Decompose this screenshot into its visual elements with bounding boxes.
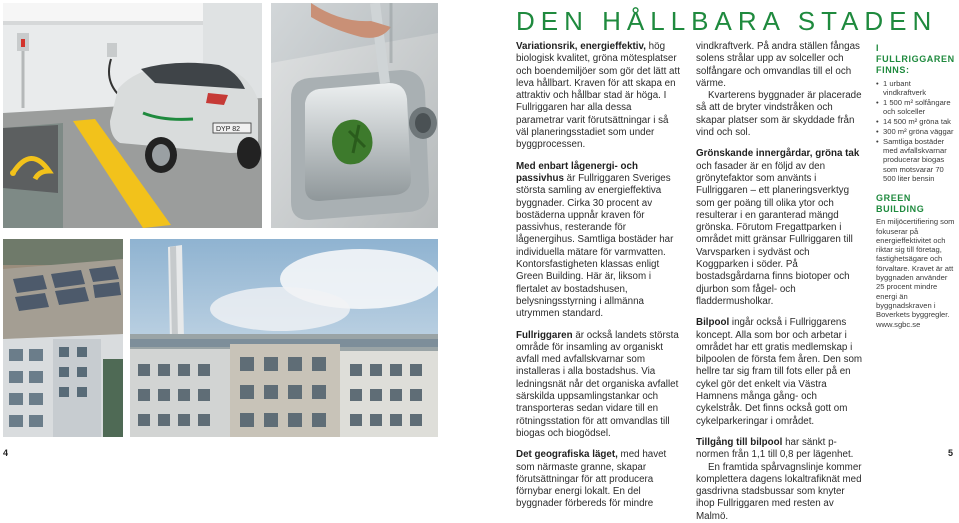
paragraph — [516, 161, 682, 321]
list-item: • 1 urbant vindkraftverk — [876, 79, 956, 98]
sidebar-heading: I FULLRIGGAREN FINNS: — [876, 43, 955, 75]
fact-list — [876, 79, 956, 183]
paragraph-lead: Bilpool — [696, 317, 730, 329]
photo-buildings-solar-panels — [3, 239, 123, 437]
list-item: • 14 500 m² gröna tak — [876, 117, 956, 126]
paragraph-lead: Tillgång till bilpool — [696, 436, 783, 448]
fact-sidebar — [876, 43, 956, 329]
paragraph-lead: Variationsrik, energieffektiv, — [516, 41, 646, 52]
paragraph-text: är Fullriggaren Sveriges största samling av energieffektiva byggnader. Cirka 30 procent av bostäderna uppnår kraven för passivhus, resterande för lågenergihus. Samtliga bostäder har individuella mätare för varmvatten. Kontorsfastigheten klassas enligt Green Building. Här är, liksom i flertalet av bostadshusen, belysningsstyrning i allmänna utrymmen standard. — [516, 172, 674, 320]
green-building-text: En miljöcertifiering som fokuserar på energieffektivitet och riktar sig till företag, fastighetsägare och förvaltare. Kravet är att byggnaden använder 25 procent mindre energi än byggnadskraven i Boverkets byggregler. www.sgbc.se — [876, 217, 955, 329]
license-plate: DYP 82 — [216, 126, 240, 133]
text-column-1 — [516, 41, 682, 520]
list-item: • Samtliga bostäder med avfallskvarnar producerar biogas som motsvarar 70 500 liter bensin — [876, 137, 956, 183]
paragraph — [696, 148, 864, 308]
paragraph-text: En framtida spårvagnslinje kommer komplettera dagens lokaltrafiknät med gasdrivna stadsbussar som knyter ihop Fullriggaren med resten av Malmö. — [696, 461, 862, 522]
paragraph-text: hög biologisk kvalitet, gröna mötesplatser och boendemiljöer som gör det lätt att leva hållbart. Kraven för att skapa en attraktiv och hållbar stad är höga. I Fullriggaren har alla dessa parametrar varit förutsättningar i så väl planeringsstadiet som under byggprocessen. — [516, 41, 680, 151]
paragraph — [696, 437, 864, 462]
photo-kitchen-sink-waste-disposer — [271, 3, 438, 228]
photo-turning-torso-skyline — [130, 239, 438, 437]
paragraph-text: Kvarterens byggnader är placerade så att de bryter vindstråken och skapar platser som är skyddade från vind och sol. — [696, 90, 862, 139]
paragraph-text: har sänkt p-normen från 1,1 till 0,8 per lägenhet. — [696, 436, 854, 461]
paragraph-text: och fasader är en följd av den grönytefaktor som använts i Fullriggaren – ett planeringsverktyg som ger poäng till olika ytor och resulterar i en garanterad mängd grönska. Förutom Fregattparken i området mitt gränsar Fullriggaren till Varvsparken i sydväst och Koggparken i söder. På bostadsgårdarna finns biotoper och djurbon som fågel- och fladdermusholkar. — [696, 160, 853, 307]
paragraph-text: ingår också i Fullriggarens koncept. Alla som bor och arbetar i området har ett gratis medlemskap i bilpoolen de första fem åren. Den som hellre tar sig fram till fots eller på en cykel gör det enkelt via Västra Hamnens många gång- och cykelstråk. Det finns också gott om cykelparkeringar i området. — [696, 317, 863, 427]
paragraph-lead: Det geografiska läget, — [516, 449, 618, 461]
paragraph — [516, 449, 682, 510]
paragraph — [696, 317, 864, 428]
paragraph — [696, 462, 864, 523]
paragraph-lead: Fullriggaren — [516, 329, 573, 341]
page-number-left: 4 — [3, 448, 9, 458]
paragraph — [696, 41, 864, 90]
paragraph-lead: Med enbart lågenergi- och passivhus — [516, 160, 638, 184]
paragraph-text: med havet som närmaste granne, skapar förutsättningar för att producera förnybar energi lokalt. En del byggnader förbereds för mindre — [516, 449, 667, 510]
green-building-heading: GREEN BUILDING — [876, 193, 925, 215]
paragraph-text: vindkraftverk. På andra ställen fångas solens strålar upp av solceller och solfångare och omvandlas till el och värme. — [696, 41, 860, 89]
page-title: DEN HÅLLBARA STADEN — [516, 6, 938, 36]
paragraph — [516, 41, 682, 152]
paragraph-text: är också landets största område för insamling av organiskt avfall med avfallskvarnar som installeras i alla bostadshus. Via ledningsnät når det organiska avfallet särskilda uppsamlingstankar och transporteras sedan vidare till en rötningsstation för att omvandlas till biogas och biogödsel. — [516, 329, 679, 439]
paragraph — [516, 330, 682, 441]
list-item: • 300 m² gröna väggar — [876, 127, 956, 136]
paragraph-lead: Grönskande innergårdar, gröna tak — [696, 148, 860, 160]
list-item: • 1 500 m² solfångare och solceller — [876, 98, 956, 117]
paragraph — [696, 90, 864, 139]
text-column-2 — [696, 41, 864, 523]
page-number-right: 5 — [948, 448, 954, 458]
photo-electric-car-charging — [3, 3, 262, 228]
